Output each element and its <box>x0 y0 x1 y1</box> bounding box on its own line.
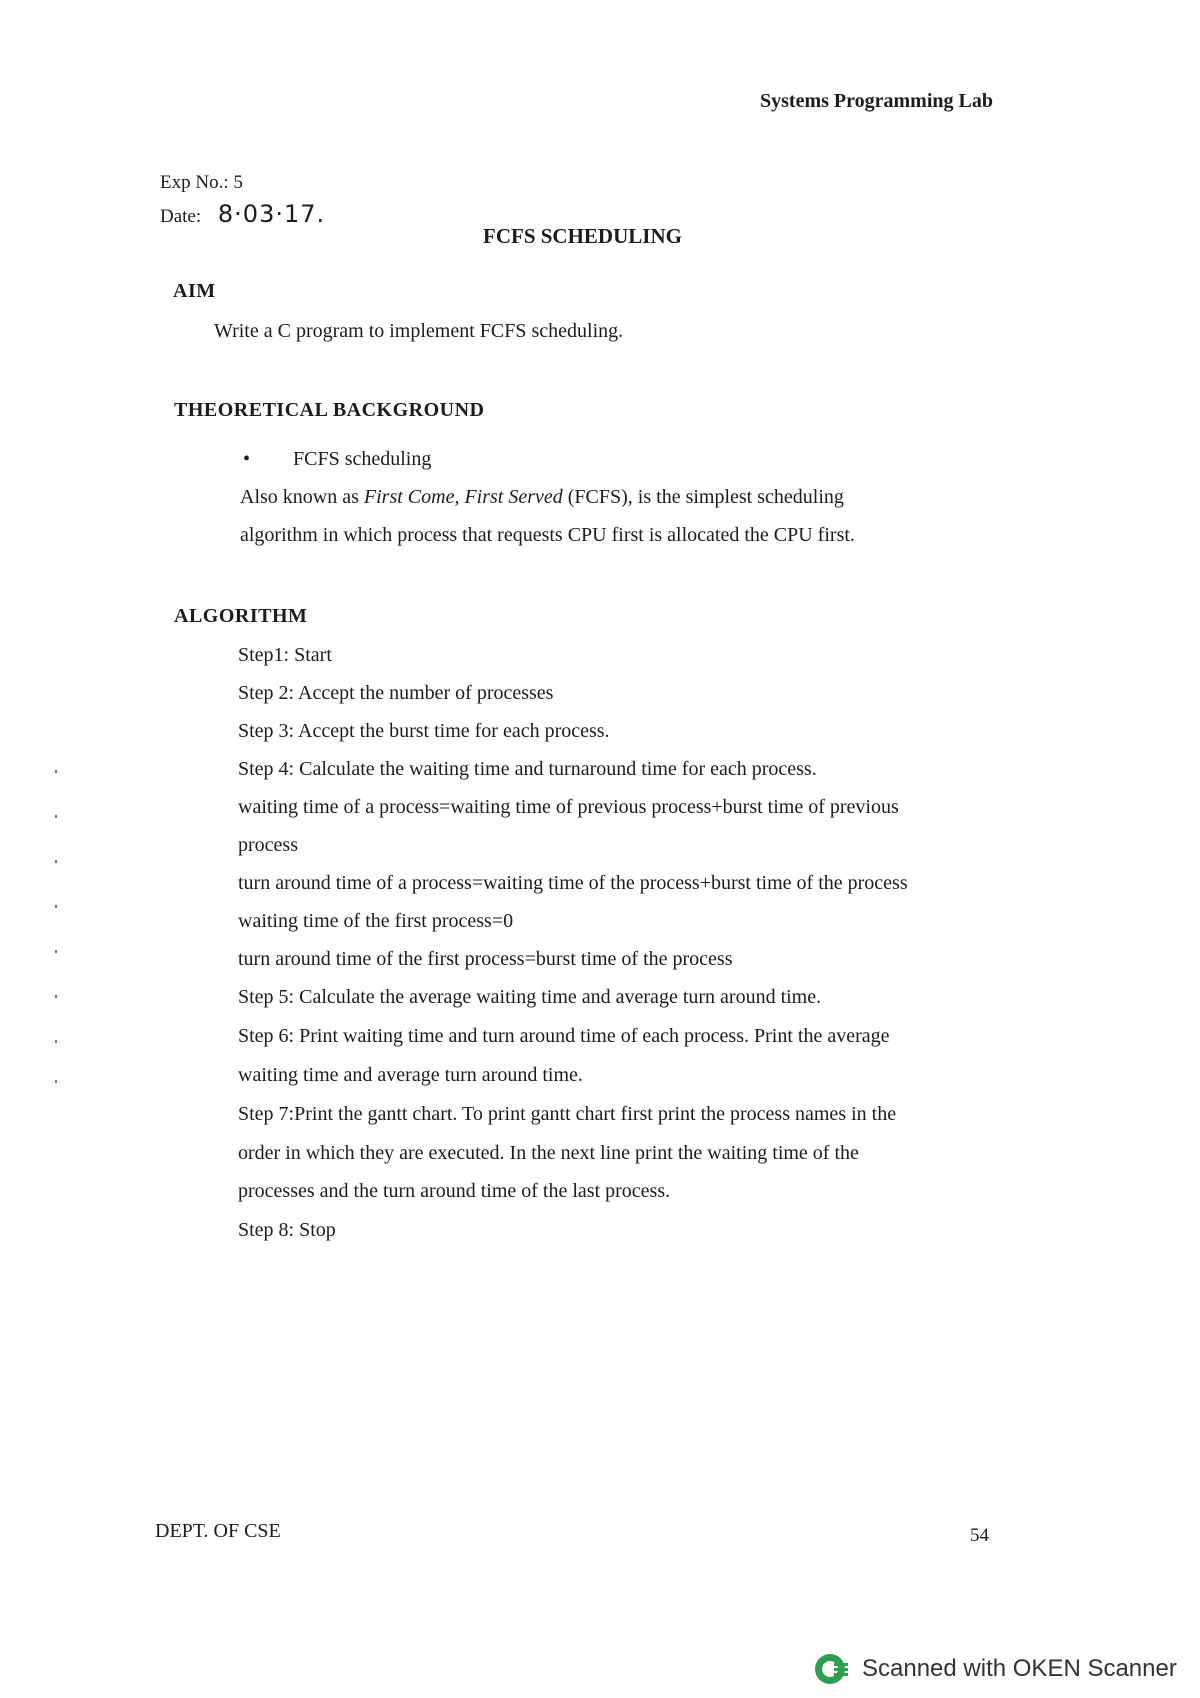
algorithm-line: waiting time of a process=waiting time of previous process+burst time of previous <box>238 796 899 818</box>
algorithm-line: Step 3: Accept the burst time for each process. <box>238 720 610 742</box>
scanner-text: Scanned with OKEN Scanner <box>862 1655 1177 1682</box>
theory-line-1-emphasis: First Come, First Served <box>363 486 563 508</box>
aim-heading: AIM <box>173 280 216 302</box>
algorithm-line: turn around time of the first process=burst time of the process <box>238 948 733 970</box>
algorithm-line: process <box>238 834 298 856</box>
algorithm-line: Step 5: Calculate the average waiting time and average turn around time. <box>238 986 822 1008</box>
algorithm-line: order in which they are executed. In the next line print the waiting time of the <box>238 1142 859 1164</box>
handwritten-date: 8·03·17. <box>217 200 326 228</box>
scan-speck <box>55 815 57 818</box>
scan-speck <box>55 770 57 773</box>
scan-speck <box>55 950 57 953</box>
oken-scanner-logo-icon <box>810 1652 850 1686</box>
scan-speck <box>55 860 57 863</box>
algorithm-line: Step1: Start <box>238 644 332 666</box>
algorithm-line: Step 4: Calculate the waiting time and turnaround time for each process. <box>238 758 817 780</box>
theory-bullet-text: FCFS scheduling <box>293 448 432 470</box>
scan-speck <box>55 1080 57 1083</box>
theory-line-1-end: (FCFS), is the simplest scheduling <box>562 486 844 508</box>
scan-speck <box>55 1040 57 1043</box>
theory-heading: THEORETICAL BACKGROUND <box>174 399 485 421</box>
algorithm-line: waiting time of the first process=0 <box>238 910 514 932</box>
algorithm-line: turn around time of a process=waiting time of the process+burst time of the process <box>238 872 908 894</box>
experiment-number: Exp No.: 5 <box>160 172 243 193</box>
bullet-icon: • <box>243 448 251 470</box>
theory-line-1 <box>240 486 844 509</box>
date-line <box>160 200 325 228</box>
theory-line-1-start: Also known as <box>240 486 364 508</box>
lab-title: Systems Programming Lab <box>760 90 993 112</box>
algorithm-line: Step 2: Accept the number of processes <box>238 682 554 704</box>
scanner-watermark <box>810 1652 1177 1686</box>
theory-line-2: algorithm in which process that requests CPU first is allocated the CPU first. <box>240 524 855 546</box>
algorithm-line: processes and the turn around time of the last process. <box>238 1180 671 1202</box>
algorithm-line: Step 6: Print waiting time and turn around time of each process. Print the average <box>238 1025 890 1047</box>
date-label: Date: <box>160 206 202 227</box>
scan-speck <box>55 905 57 908</box>
footer-department: DEPT. OF CSE <box>155 1520 281 1542</box>
page-number: 54 <box>970 1525 989 1546</box>
algorithm-line: waiting time and average turn around time. <box>238 1064 583 1086</box>
algorithm-line: Step 7:Print the gantt chart. To print gantt chart first print the process names in the <box>238 1103 897 1125</box>
aim-text: Write a C program to implement FCFS scheduling. <box>214 320 624 342</box>
scan-speck <box>55 995 57 998</box>
page-title: FCFS SCHEDULING <box>483 224 682 248</box>
algorithm-heading: ALGORITHM <box>174 605 308 627</box>
algorithm-line: Step 8: Stop <box>238 1219 336 1241</box>
